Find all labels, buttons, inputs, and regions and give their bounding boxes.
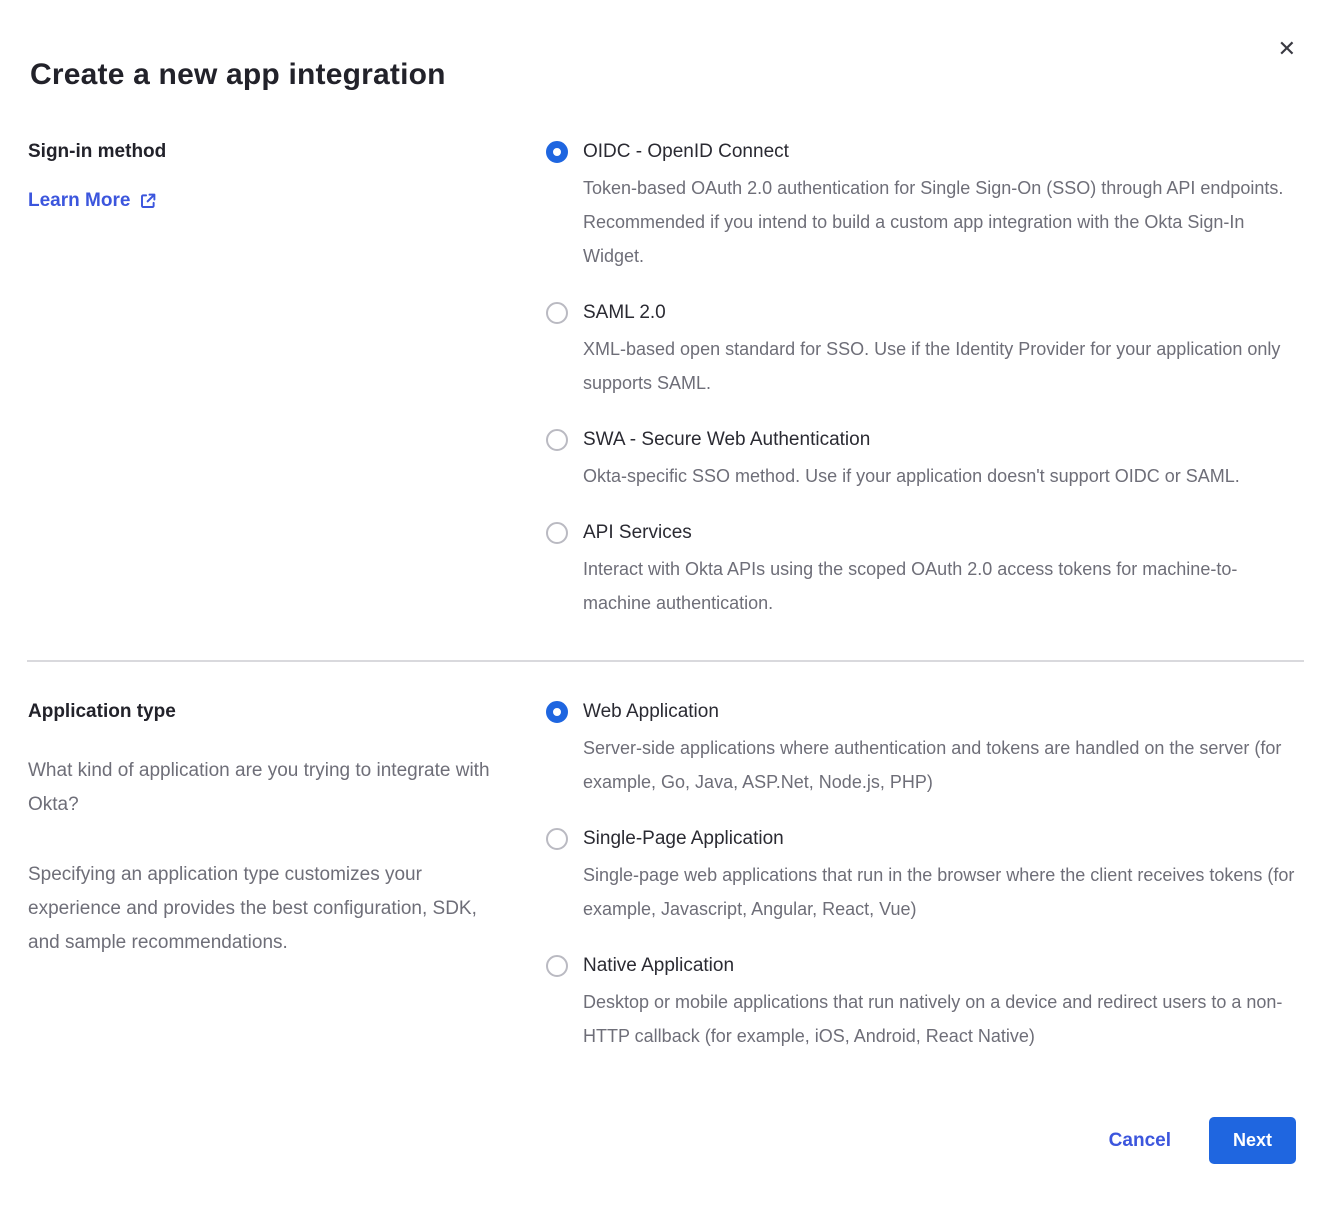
option-description: Okta-specific SSO method. Use if your application doesn't support OIDC or SAML. [583, 466, 1240, 486]
next-button[interactable]: Next [1209, 1117, 1296, 1164]
option-description: Token-based OAuth 2.0 authentication for Single Sign-On (SSO) through API endpoints. Recommended if you intend to build a custom app integration with the Okta Sign-In Widget. [583, 178, 1284, 266]
application-type-question: What kind of application are you trying to integrate with Okta? [28, 760, 490, 815]
radio-option-oidc[interactable] [546, 140, 1296, 273]
radio-option-api-services[interactable] [546, 521, 1296, 620]
radio-icon[interactable] [546, 429, 568, 451]
application-type-note: Specifying an application type customizes your experience and provides the best configuration, SDK, and sample recommendations. [28, 864, 477, 953]
option-description: Desktop or mobile applications that run natively on a device and redirect users to a non-HTTP callback (for example, iOS, Android, React Native) [583, 992, 1283, 1046]
radio-option-native-application[interactable] [546, 954, 1296, 1053]
option-label: Single-Page Application [583, 828, 784, 849]
application-type-section [0, 700, 1332, 1053]
option-label: SWA - Secure Web Authentication [583, 429, 871, 450]
radio-icon[interactable] [546, 955, 568, 977]
option-description: Interact with Okta APIs using the scoped OAuth 2.0 access tokens for machine-to-machine authentication. [583, 559, 1238, 613]
radio-icon[interactable] [546, 141, 568, 163]
cancel-button[interactable]: Cancel [1108, 1129, 1171, 1151]
radio-icon[interactable] [546, 522, 568, 544]
radio-icon[interactable] [546, 302, 568, 324]
learn-more-link[interactable] [28, 190, 157, 212]
radio-option-saml[interactable] [546, 301, 1296, 400]
dialog-footer [0, 1117, 1332, 1210]
close-icon[interactable]: ✕ [1277, 36, 1296, 61]
option-label: SAML 2.0 [583, 302, 666, 323]
option-label: Native Application [583, 955, 735, 976]
option-label: Web Application [583, 701, 719, 722]
section-divider [27, 660, 1304, 662]
radio-option-swa[interactable] [546, 428, 1296, 493]
application-type-heading: Application type [28, 701, 176, 722]
radio-icon[interactable] [546, 701, 568, 723]
page-title: Create a new app integration [30, 58, 446, 91]
signin-method-heading: Sign-in method [28, 141, 167, 162]
learn-more-label: Learn More [28, 190, 131, 211]
option-description: Single-page web applications that run in the browser where the client receives tokens (for example, Javascript, Angular, React, Vue) [583, 865, 1295, 919]
radio-option-web-application[interactable] [546, 700, 1296, 799]
option-description: Server-side applications where authentication and tokens are handled on the server (for example, Go, Java, ASP.Net, Node.js, PHP) [583, 738, 1282, 792]
external-link-icon [139, 192, 157, 210]
option-label: OIDC - OpenID Connect [583, 141, 789, 162]
signin-method-section [0, 140, 1332, 620]
radio-icon[interactable] [546, 828, 568, 850]
option-label: API Services [583, 522, 692, 543]
option-description: XML-based open standard for SSO. Use if the Identity Provider for your application only supports SAML. [583, 339, 1281, 393]
radio-option-single-page-application[interactable] [546, 827, 1296, 926]
